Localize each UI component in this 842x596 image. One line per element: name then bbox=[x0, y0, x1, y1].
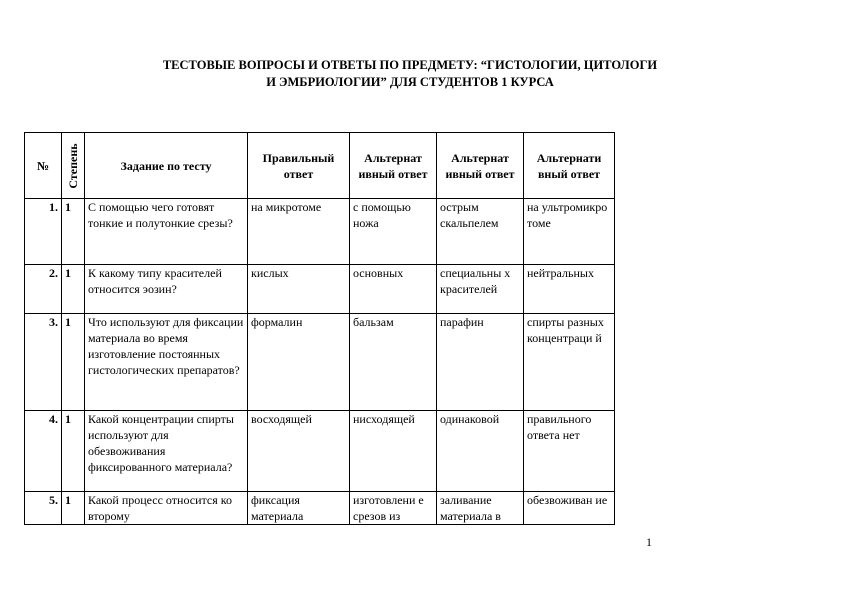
header-alt2: Альтернат ивный ответ bbox=[437, 133, 524, 199]
row-correct: на микротоме bbox=[248, 199, 350, 265]
row-alt3: обезвоживан ие bbox=[524, 492, 615, 525]
row-num: 3. bbox=[25, 314, 62, 411]
row-alt3: нейтральных bbox=[524, 265, 615, 314]
header-correct: Правильный ответ bbox=[248, 133, 350, 199]
header-num: № bbox=[25, 133, 62, 199]
row-num: 1. bbox=[25, 199, 62, 265]
header-task: Задание по тесту bbox=[85, 133, 248, 199]
row-correct: восходящей bbox=[248, 411, 350, 492]
row-alt2: острым скальпелем bbox=[437, 199, 524, 265]
row-task: Какой концентрации спирты используют для обезвоживания фиксированного материала? bbox=[85, 411, 248, 492]
row-alt2: одинаковой bbox=[437, 411, 524, 492]
row-alt3: спирты разных концентраци й bbox=[524, 314, 615, 411]
document-title bbox=[60, 57, 760, 91]
row-alt1: основных bbox=[350, 265, 437, 314]
table-header-row bbox=[25, 133, 615, 199]
row-degree: 1 bbox=[62, 411, 85, 492]
test-questions-table bbox=[24, 132, 615, 525]
title-line-1: ТЕСТОВЫЕ ВОПРОСЫ И ОТВЕТЫ ПО ПРЕДМЕТУ: “ГИСТОЛОГИИ, ЦИТОЛОГИ bbox=[162, 58, 658, 72]
table-row bbox=[25, 265, 615, 314]
row-task: Что используют для фиксации материала во время изготовление постоянных гистологических препаратов? bbox=[85, 314, 248, 411]
row-degree: 1 bbox=[62, 314, 85, 411]
row-degree: 1 bbox=[62, 265, 85, 314]
row-alt1: с помощью ножа bbox=[350, 199, 437, 265]
row-num: 5. bbox=[25, 492, 62, 525]
row-degree: 1 bbox=[62, 492, 85, 525]
table-row bbox=[25, 492, 615, 525]
row-alt2: парафин bbox=[437, 314, 524, 411]
row-task: К какому типу красителей относится эозин? bbox=[85, 265, 248, 314]
row-task: С помощью чего готовят тонкие и полутонкие срезы? bbox=[85, 199, 248, 265]
title-line-2: И ЭМБРИОЛОГИИ” ДЛЯ СТУДЕНТОВ 1 КУРСА bbox=[266, 75, 554, 89]
header-alt3: Альтернати вный ответ bbox=[524, 133, 615, 199]
page-number: 1 bbox=[646, 535, 652, 549]
row-alt2: заливание материала в bbox=[437, 492, 524, 525]
table-row bbox=[25, 199, 615, 265]
row-correct: кислых bbox=[248, 265, 350, 314]
row-correct: формалин bbox=[248, 314, 350, 411]
header-degree-label: Степень bbox=[66, 142, 80, 189]
row-alt1: изготовлени е срезов из bbox=[350, 492, 437, 525]
header-alt1: Альтернат ивный ответ bbox=[350, 133, 437, 199]
row-degree: 1 bbox=[62, 199, 85, 265]
row-alt2: специальны х красителей bbox=[437, 265, 524, 314]
header-degree bbox=[62, 133, 85, 199]
row-alt3: правильного ответа нет bbox=[524, 411, 615, 492]
row-num: 2. bbox=[25, 265, 62, 314]
table-row bbox=[25, 411, 615, 492]
row-task: Какой процесс относится ко второму bbox=[85, 492, 248, 525]
table-row bbox=[25, 314, 615, 411]
row-num: 4. bbox=[25, 411, 62, 492]
row-alt1: бальзам bbox=[350, 314, 437, 411]
row-correct: фиксация материала bbox=[248, 492, 350, 525]
row-alt3: на ультромикро томе bbox=[524, 199, 615, 265]
row-alt1: нисходящей bbox=[350, 411, 437, 492]
